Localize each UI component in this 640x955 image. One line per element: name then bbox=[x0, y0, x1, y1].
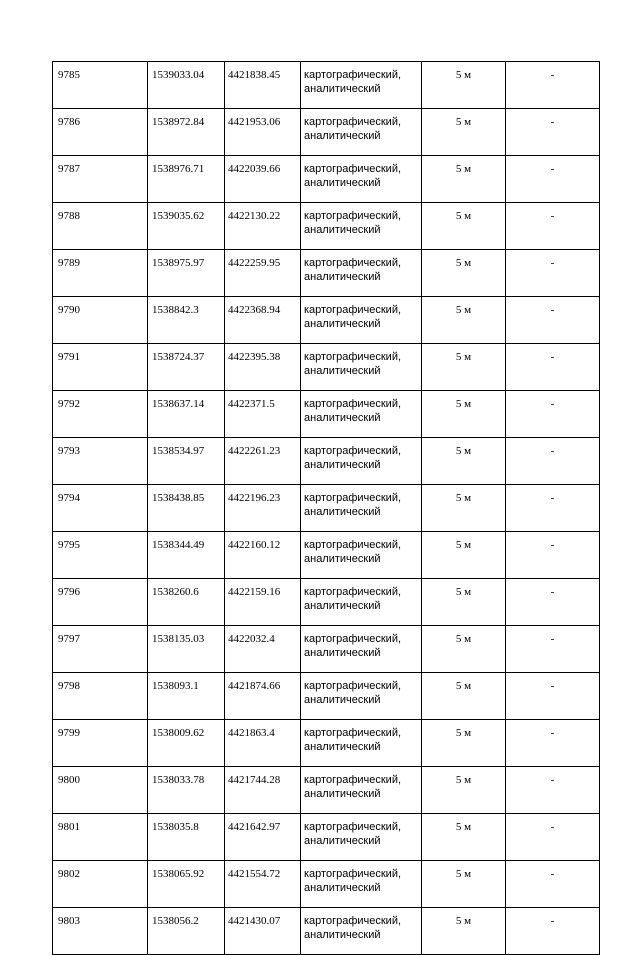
point-number: 9792 bbox=[53, 391, 148, 438]
coordinate-y: 4422160.12 bbox=[225, 532, 301, 579]
coordinate-y: 4422032.4 bbox=[225, 626, 301, 673]
coordinate-y: 4421642.97 bbox=[225, 814, 301, 861]
accuracy: 5 м bbox=[422, 485, 506, 532]
accuracy: 5 м bbox=[422, 673, 506, 720]
method-line-1: картографический, bbox=[304, 257, 402, 269]
point-number: 9795 bbox=[53, 532, 148, 579]
note: - bbox=[506, 438, 600, 485]
accuracy: 5 м bbox=[422, 156, 506, 203]
point-number: 9791 bbox=[53, 344, 148, 391]
method-line-2: аналитический bbox=[304, 318, 381, 330]
table-row bbox=[53, 250, 600, 297]
note: - bbox=[506, 62, 600, 109]
method-line-1: картографический, bbox=[304, 398, 402, 410]
coordinate-x: 1539035.62 bbox=[148, 203, 225, 250]
coordinate-y: 4421863.4 bbox=[225, 720, 301, 767]
table-row bbox=[53, 344, 600, 391]
method-cell bbox=[301, 720, 422, 767]
point-number: 9799 bbox=[53, 720, 148, 767]
method-cell bbox=[301, 814, 422, 861]
coordinate-y: 4422039.66 bbox=[225, 156, 301, 203]
method-line-1: картографический, bbox=[304, 915, 402, 927]
coordinate-x: 1538065.92 bbox=[148, 861, 225, 908]
method-line-2: аналитический bbox=[304, 835, 381, 847]
method-cell bbox=[301, 532, 422, 579]
note: - bbox=[506, 297, 600, 344]
point-number: 9797 bbox=[53, 626, 148, 673]
note: - bbox=[506, 250, 600, 297]
coordinate-y: 4421554.72 bbox=[225, 861, 301, 908]
coordinate-x: 1538438.85 bbox=[148, 485, 225, 532]
method-cell bbox=[301, 203, 422, 250]
table-row bbox=[53, 908, 600, 955]
accuracy: 5 м bbox=[422, 62, 506, 109]
point-number: 9802 bbox=[53, 861, 148, 908]
coordinate-y: 4422371.5 bbox=[225, 391, 301, 438]
point-number: 9801 bbox=[53, 814, 148, 861]
coordinate-x: 1538035.8 bbox=[148, 814, 225, 861]
method-line-2: аналитический bbox=[304, 788, 381, 800]
method-cell bbox=[301, 438, 422, 485]
method-line-2: аналитический bbox=[304, 130, 381, 142]
coordinate-x: 1538842.3 bbox=[148, 297, 225, 344]
method-cell bbox=[301, 626, 422, 673]
table-row bbox=[53, 156, 600, 203]
method-cell bbox=[301, 156, 422, 203]
accuracy: 5 м bbox=[422, 532, 506, 579]
note: - bbox=[506, 626, 600, 673]
method-line-1: картографический, bbox=[304, 774, 402, 786]
note: - bbox=[506, 203, 600, 250]
point-number: 9789 bbox=[53, 250, 148, 297]
coordinate-y: 4421744.28 bbox=[225, 767, 301, 814]
method-line-1: картографический, bbox=[304, 163, 402, 175]
method-line-1: картографический, bbox=[304, 445, 402, 457]
table-row bbox=[53, 109, 600, 156]
note: - bbox=[506, 344, 600, 391]
method-line-1: картографический, bbox=[304, 539, 402, 551]
method-line-2: аналитический bbox=[304, 600, 381, 612]
accuracy: 5 м bbox=[422, 814, 506, 861]
table-row bbox=[53, 532, 600, 579]
coordinate-x: 1538009.62 bbox=[148, 720, 225, 767]
method-line-1: картографический, bbox=[304, 868, 402, 880]
method-line-1: картографический, bbox=[304, 680, 402, 692]
note: - bbox=[506, 814, 600, 861]
accuracy: 5 м bbox=[422, 250, 506, 297]
method-line-2: аналитический bbox=[304, 177, 381, 189]
table-row bbox=[53, 579, 600, 626]
note: - bbox=[506, 767, 600, 814]
coordinate-y: 4422196.23 bbox=[225, 485, 301, 532]
note: - bbox=[506, 908, 600, 955]
note: - bbox=[506, 579, 600, 626]
coordinate-x: 1538033.78 bbox=[148, 767, 225, 814]
note: - bbox=[506, 532, 600, 579]
coordinate-x: 1538637.14 bbox=[148, 391, 225, 438]
method-line-2: аналитический bbox=[304, 224, 381, 236]
accuracy: 5 м bbox=[422, 297, 506, 344]
point-number: 9793 bbox=[53, 438, 148, 485]
coordinate-x: 1538135.03 bbox=[148, 626, 225, 673]
accuracy: 5 м bbox=[422, 908, 506, 955]
point-number: 9785 bbox=[53, 62, 148, 109]
point-number: 9803 bbox=[53, 908, 148, 955]
method-line-2: аналитический bbox=[304, 694, 381, 706]
method-line-2: аналитический bbox=[304, 506, 381, 518]
table-row bbox=[53, 673, 600, 720]
coordinate-y: 4422261.23 bbox=[225, 438, 301, 485]
note: - bbox=[506, 673, 600, 720]
accuracy: 5 м bbox=[422, 626, 506, 673]
method-cell bbox=[301, 908, 422, 955]
method-cell bbox=[301, 62, 422, 109]
accuracy: 5 м bbox=[422, 438, 506, 485]
table-row bbox=[53, 391, 600, 438]
accuracy: 5 м bbox=[422, 767, 506, 814]
method-line-2: аналитический bbox=[304, 882, 381, 894]
method-line-2: аналитический bbox=[304, 83, 381, 95]
method-cell bbox=[301, 485, 422, 532]
accuracy: 5 м bbox=[422, 579, 506, 626]
coordinate-x: 1538972.84 bbox=[148, 109, 225, 156]
method-line-2: аналитический bbox=[304, 741, 381, 753]
method-cell bbox=[301, 109, 422, 156]
method-line-1: картографический, bbox=[304, 304, 402, 316]
method-cell bbox=[301, 391, 422, 438]
method-cell bbox=[301, 767, 422, 814]
method-line-1: картографический, bbox=[304, 633, 402, 645]
method-line-2: аналитический bbox=[304, 365, 381, 377]
method-cell bbox=[301, 861, 422, 908]
method-cell bbox=[301, 250, 422, 297]
method-line-2: аналитический bbox=[304, 647, 381, 659]
method-line-2: аналитический bbox=[304, 412, 381, 424]
accuracy: 5 м bbox=[422, 861, 506, 908]
method-line-2: аналитический bbox=[304, 929, 381, 941]
coordinate-x: 1538093.1 bbox=[148, 673, 225, 720]
method-line-2: аналитический bbox=[304, 459, 381, 471]
note: - bbox=[506, 156, 600, 203]
coordinates-table bbox=[52, 61, 600, 955]
coordinate-x: 1538260.6 bbox=[148, 579, 225, 626]
method-line-1: картографический, bbox=[304, 69, 402, 81]
point-number: 9786 bbox=[53, 109, 148, 156]
coordinate-y: 4422159.16 bbox=[225, 579, 301, 626]
method-line-1: картографический, bbox=[304, 821, 402, 833]
method-cell bbox=[301, 579, 422, 626]
method-line-1: картографический, bbox=[304, 727, 402, 739]
method-line-1: картографический, bbox=[304, 492, 402, 504]
method-line-1: картографический, bbox=[304, 351, 402, 363]
method-line-1: картографический, bbox=[304, 586, 402, 598]
coordinate-y: 4421838.45 bbox=[225, 62, 301, 109]
coordinate-y: 4421430.07 bbox=[225, 908, 301, 955]
coordinate-y: 4422130.22 bbox=[225, 203, 301, 250]
method-line-2: аналитический bbox=[304, 271, 381, 283]
table-row bbox=[53, 720, 600, 767]
table-row bbox=[53, 438, 600, 485]
coordinate-x: 1538975.97 bbox=[148, 250, 225, 297]
accuracy: 5 м bbox=[422, 391, 506, 438]
point-number: 9796 bbox=[53, 579, 148, 626]
accuracy: 5 м bbox=[422, 720, 506, 767]
note: - bbox=[506, 861, 600, 908]
method-cell bbox=[301, 673, 422, 720]
table-row bbox=[53, 62, 600, 109]
point-number: 9794 bbox=[53, 485, 148, 532]
coordinate-x: 1539033.04 bbox=[148, 62, 225, 109]
coordinate-x: 1538976.71 bbox=[148, 156, 225, 203]
table-body bbox=[53, 62, 600, 955]
coordinate-x: 1538344.49 bbox=[148, 532, 225, 579]
table-row bbox=[53, 814, 600, 861]
table-row bbox=[53, 767, 600, 814]
table-row bbox=[53, 861, 600, 908]
method-cell bbox=[301, 297, 422, 344]
method-line-1: картографический, bbox=[304, 116, 402, 128]
coordinate-x: 1538056.2 bbox=[148, 908, 225, 955]
note: - bbox=[506, 720, 600, 767]
table-row bbox=[53, 485, 600, 532]
coordinate-x: 1538534.97 bbox=[148, 438, 225, 485]
table-row bbox=[53, 203, 600, 250]
table-row bbox=[53, 297, 600, 344]
note: - bbox=[506, 485, 600, 532]
coordinate-y: 4421953.06 bbox=[225, 109, 301, 156]
note: - bbox=[506, 109, 600, 156]
coordinate-y: 4422259.95 bbox=[225, 250, 301, 297]
accuracy: 5 м bbox=[422, 109, 506, 156]
accuracy: 5 м bbox=[422, 344, 506, 391]
method-line-2: аналитический bbox=[304, 553, 381, 565]
table-row bbox=[53, 626, 600, 673]
point-number: 9787 bbox=[53, 156, 148, 203]
coordinate-y: 4421874.66 bbox=[225, 673, 301, 720]
method-cell bbox=[301, 344, 422, 391]
accuracy: 5 м bbox=[422, 203, 506, 250]
coordinate-x: 1538724.37 bbox=[148, 344, 225, 391]
point-number: 9798 bbox=[53, 673, 148, 720]
point-number: 9790 bbox=[53, 297, 148, 344]
coordinate-y: 4422395.38 bbox=[225, 344, 301, 391]
point-number: 9788 bbox=[53, 203, 148, 250]
note: - bbox=[506, 391, 600, 438]
method-line-1: картографический, bbox=[304, 210, 402, 222]
coordinate-y: 4422368.94 bbox=[225, 297, 301, 344]
point-number: 9800 bbox=[53, 767, 148, 814]
